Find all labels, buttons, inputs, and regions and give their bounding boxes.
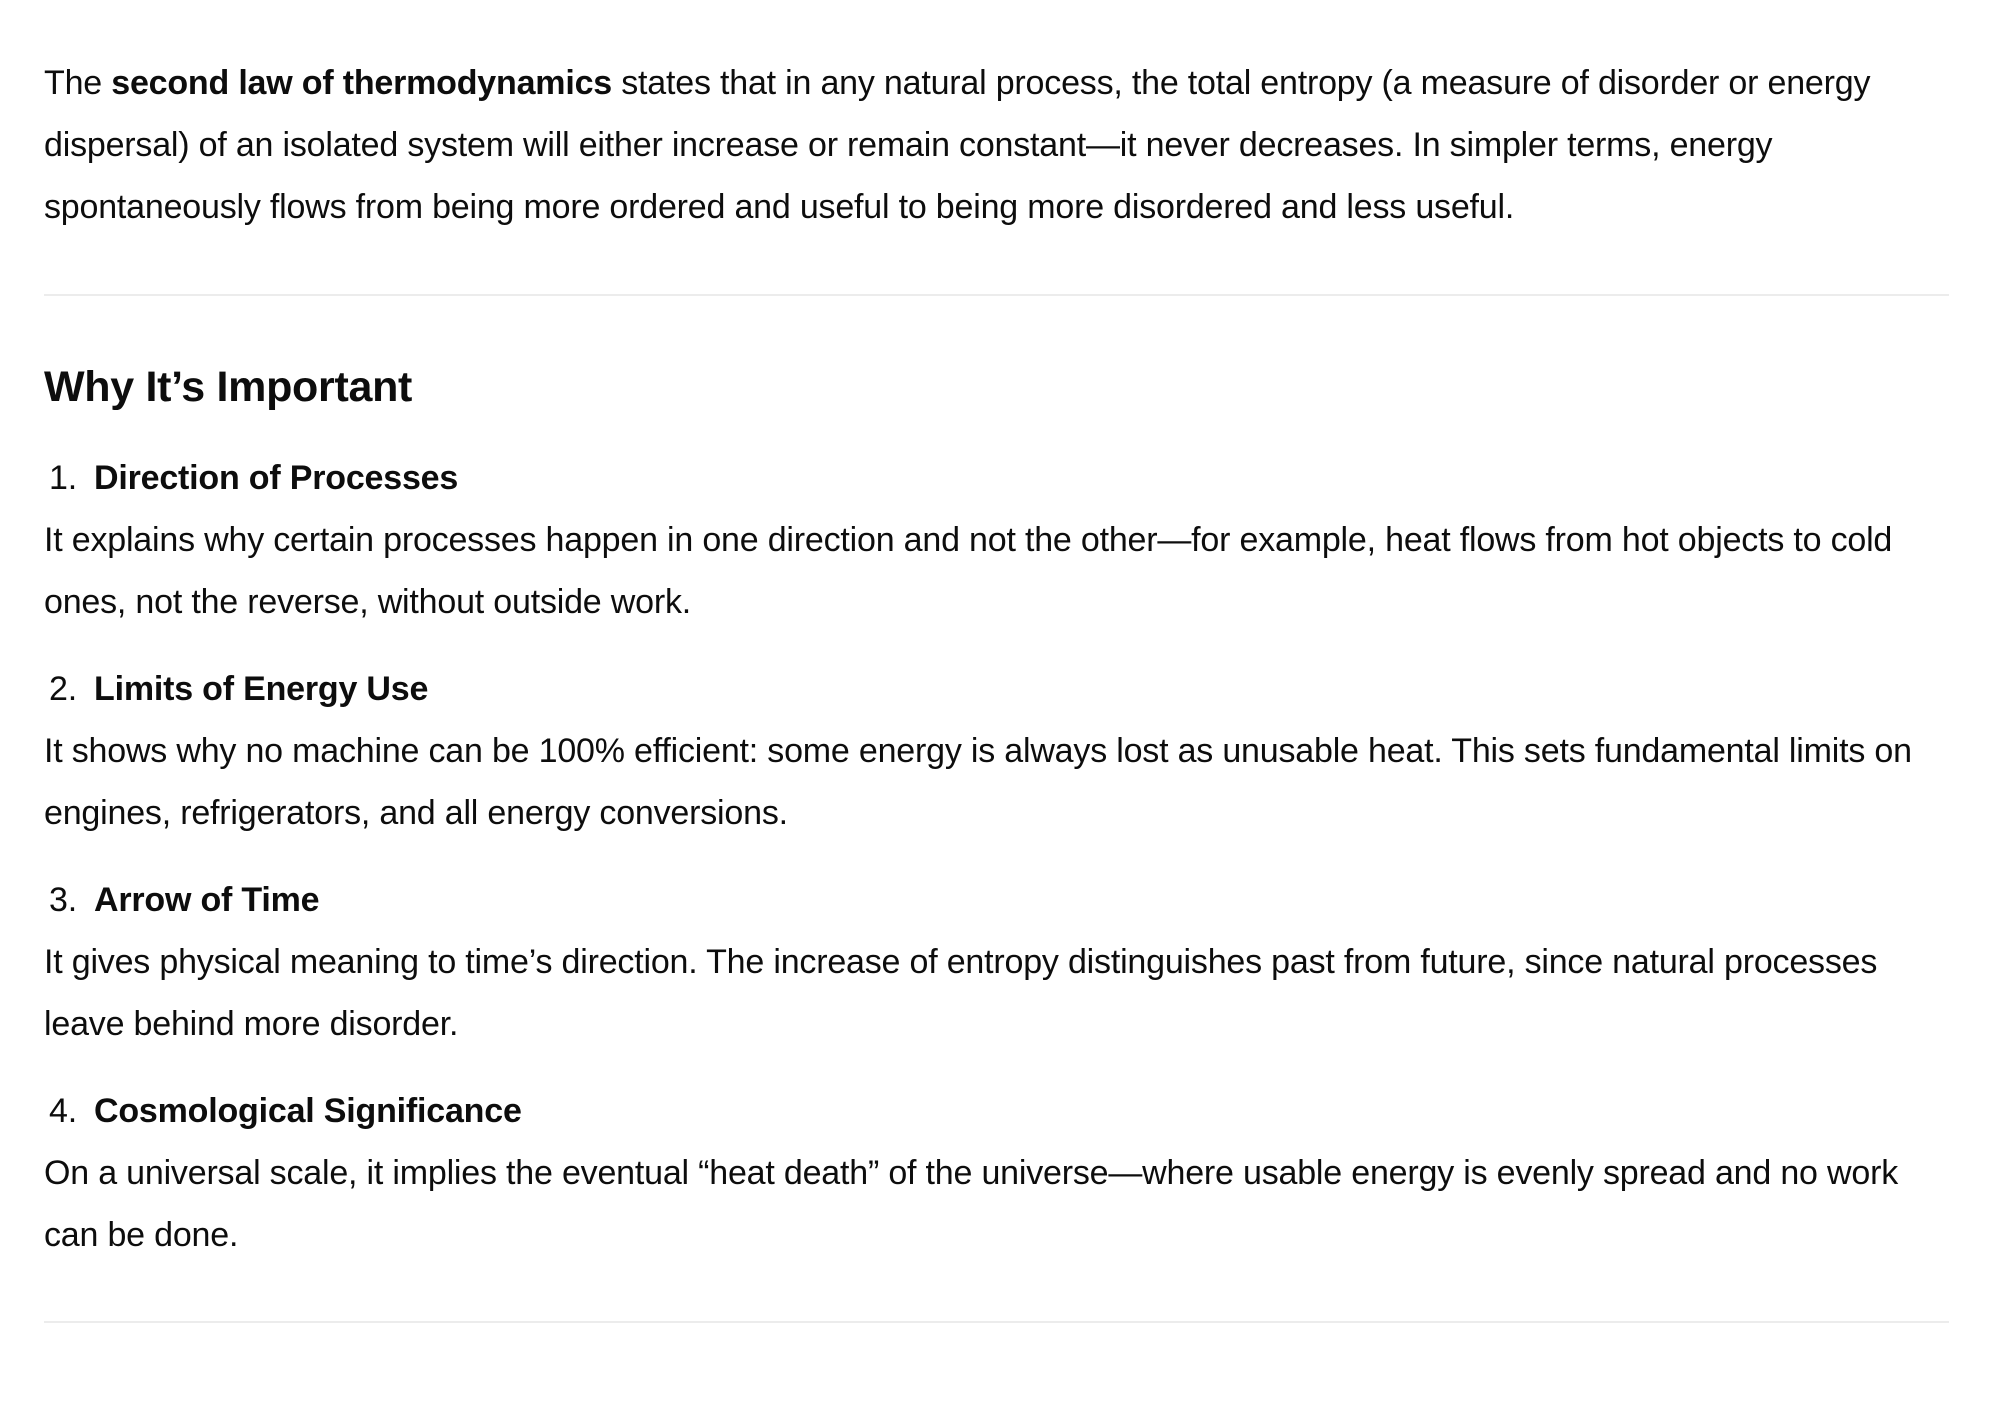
intro-text-post: states that in any natural process, the total entropy (a measure of disorder or energy dispersal) of an isolated system will either increase or remain constant—it never decreases. In simpler terms, energy spontaneously flows from being more ordered and useful to being more disordered and less useful. (44, 64, 1871, 226)
item-title: Cosmological Significance (94, 1092, 522, 1130)
intro-paragraph (44, 52, 1949, 238)
list-item (44, 447, 1949, 633)
item-description: It shows why no machine can be 100% efficient: some energy is always lost as unusable heat. This sets fundamental limits on engines, refrigerators, and all energy conversions. (44, 732, 1912, 832)
intro-text-pre: The (44, 64, 112, 102)
item-number: 3. (49, 881, 77, 919)
item-title: Direction of Processes (94, 459, 459, 497)
item-title: Limits of Energy Use (94, 670, 429, 708)
item-description: It gives physical meaning to time’s direction. The increase of entropy distinguishes past from future, since natural processes leave behind more disorder. (44, 943, 1878, 1043)
list-item-title-row (44, 1080, 1949, 1142)
item-number: 2. (49, 670, 77, 708)
section-heading: Why It’s Important (44, 363, 413, 411)
item-description: It explains why certain processes happen in one direction and not the other—for example, heat flows from hot objects to cold ones, not the reverse, without outside work. (44, 521, 1893, 621)
list-item-title-row (44, 447, 1949, 509)
item-number: 1. (49, 459, 77, 497)
importance-list (44, 447, 1949, 1266)
list-item (44, 658, 1949, 844)
intro-bold-term: second law of thermodynamics (111, 64, 612, 102)
list-item-title-row (44, 869, 1949, 931)
item-number: 4. (49, 1092, 77, 1130)
divider-top (44, 294, 1949, 296)
item-description: On a universal scale, it implies the eventual “heat death” of the universe—where usable energy is evenly spread and no work can be done. (44, 1154, 1898, 1254)
list-item (44, 869, 1949, 1055)
item-title: Arrow of Time (94, 881, 320, 919)
list-item (44, 1080, 1949, 1266)
divider-bottom (44, 1321, 1949, 1323)
list-item-title-row (44, 658, 1949, 720)
